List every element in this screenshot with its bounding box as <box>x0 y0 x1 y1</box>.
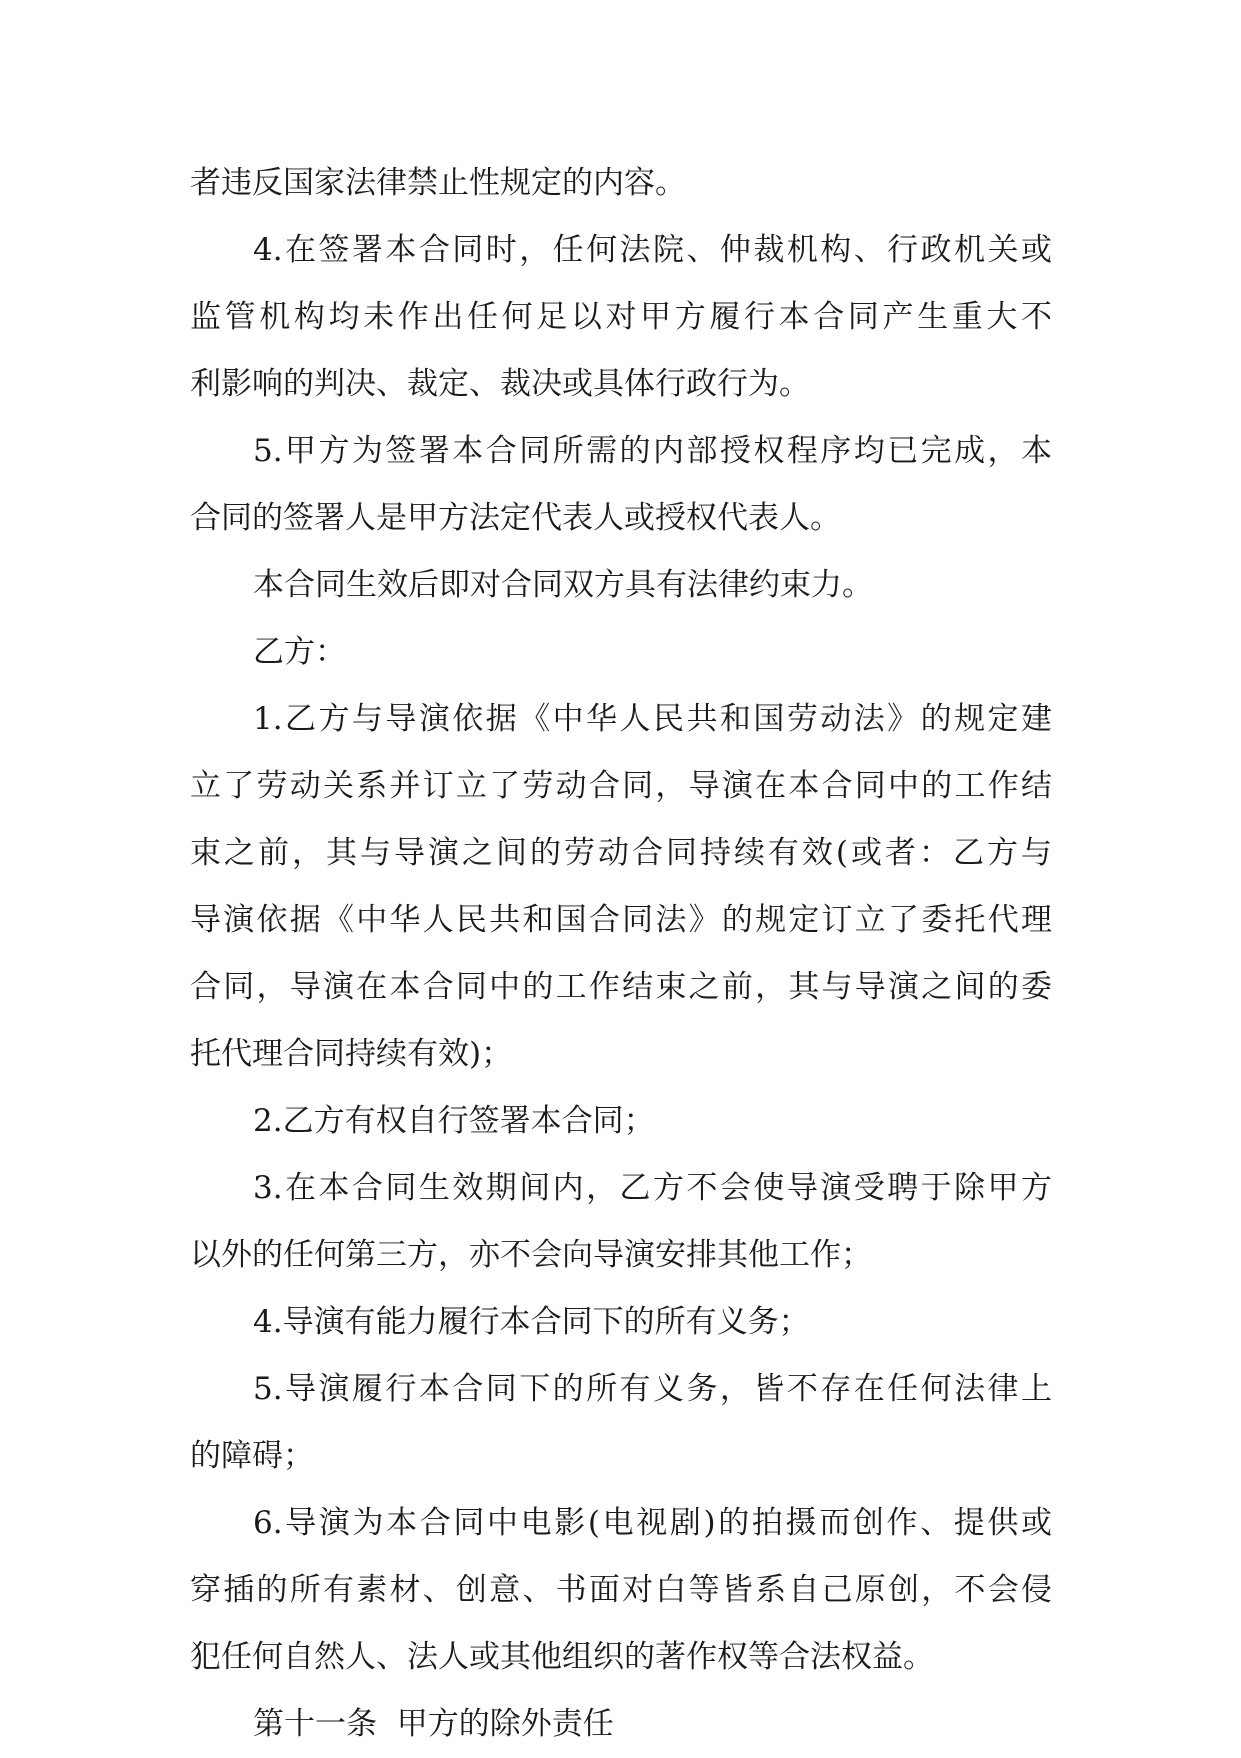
text-line: 利影响的判决、裁定、裁决或具体行政行为。 <box>190 366 810 402</box>
clause-item-4: 4.在签署本合同时，任何法院、仲裁机构、行政机关或 <box>253 232 1052 268</box>
text-line: 者违反国家法律禁止性规定的内容。 <box>190 165 686 201</box>
text-line: 监管机构均未作出任何足以对甲方履行本合同产生重大不 <box>190 299 1052 335</box>
document-body <box>190 150 1052 1758</box>
party-b-item-2: 2.乙方有权自行签署本合同； <box>253 1103 655 1139</box>
text-line: 的障碍； <box>190 1438 314 1474</box>
text-line: 犯任何自然人、法人或其他组织的著作权等合法权益。 <box>190 1639 934 1675</box>
party-b-item-6: 6.导演为本合同中电影(电视剧)的拍摄而创作、提供或 <box>253 1505 1052 1541</box>
effect-statement: 本合同生效后即对合同双方具有法律约束力。 <box>253 567 873 603</box>
party-b-item-4: 4.导演有能力履行本合同下的所有义务； <box>253 1304 810 1340</box>
text-line: 合同，导演在本合同中的工作结束之前，其与导演之间的委 <box>190 969 1052 1005</box>
section-heading: 第十一条 甲方的除外责任 <box>253 1706 614 1742</box>
text-line: 合同的签署人是甲方法定代表人或授权代表人。 <box>190 500 841 536</box>
party-b-item-3: 3.在本合同生效期间内，乙方不会使导演受聘于除甲方 <box>253 1170 1052 1206</box>
party-b-heading: 乙方： <box>253 634 346 670</box>
text-line: 托代理合同持续有效)； <box>190 1036 513 1072</box>
text-line: 穿插的所有素材、创意、书面对白等皆系自己原创，不会侵 <box>190 1572 1052 1608</box>
party-b-item-5: 5.导演履行本合同下的所有义务，皆不存在任何法律上 <box>253 1371 1052 1407</box>
party-b-item-1: 1.乙方与导演依据《中华人民共和国劳动法》的规定建 <box>253 701 1052 737</box>
text-line: 束之前，其与导演之间的劳动合同持续有效(或者：乙方与 <box>190 835 1052 871</box>
text-line: 导演依据《中华人民共和国合同法》的规定订立了委托代理 <box>190 902 1052 938</box>
text-line: 以外的任何第三方，亦不会向导演安排其他工作； <box>190 1237 872 1273</box>
text-line: 立了劳动关系并订立了劳动合同，导演在本合同中的工作结 <box>190 768 1052 804</box>
clause-item-5: 5.甲方为签署本合同所需的内部授权程序均已完成，本 <box>253 433 1052 469</box>
